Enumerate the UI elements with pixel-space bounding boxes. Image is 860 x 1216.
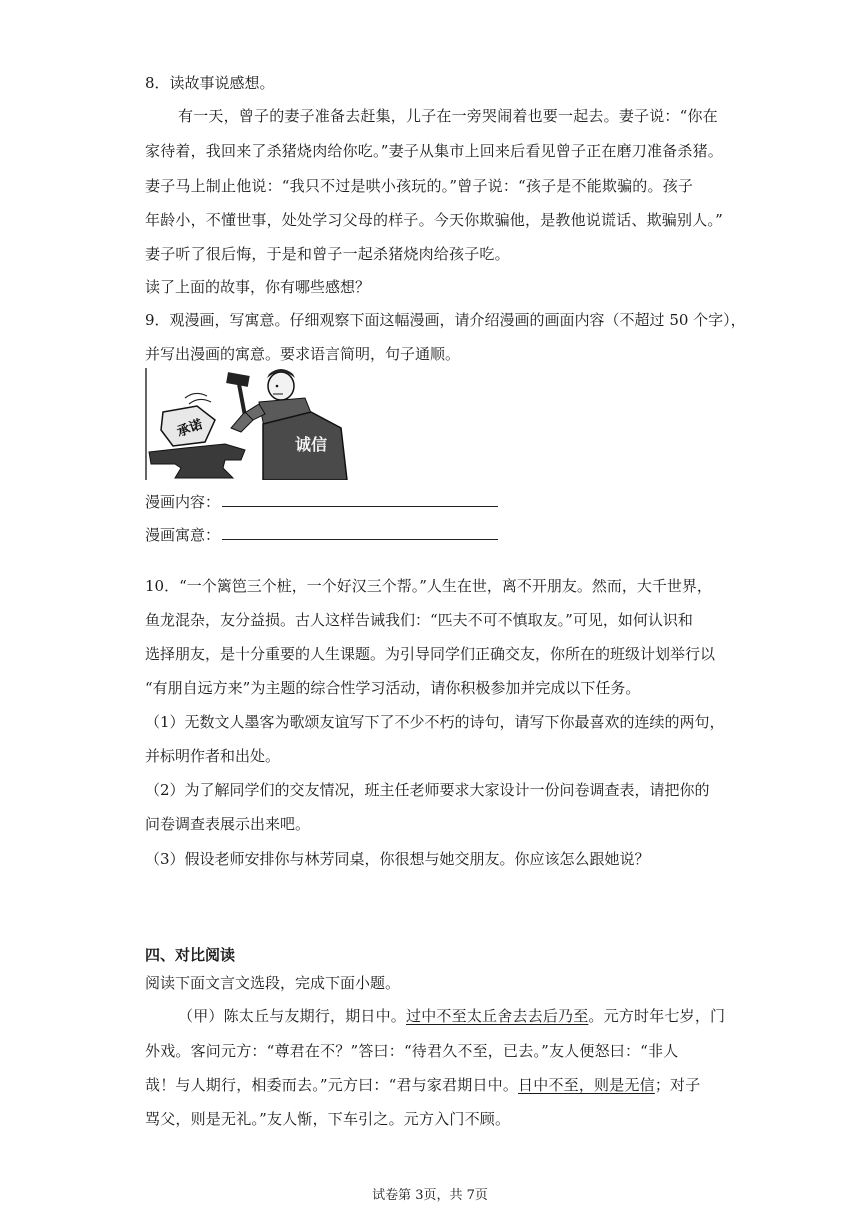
q10-sub2-line-2: 问卷调查表展示出来吧。: [145, 815, 311, 833]
passage-1-b: 。元方时年七岁，门: [588, 1007, 726, 1025]
q8-title: 8．读故事说感想。: [145, 74, 275, 92]
q10-line-1: 10．“一个篱笆三个桩，一个好汉三个帮。”人生在世，离不开朋友。然而，大千世界，: [145, 577, 712, 595]
q10-sub2-line-1: （2）为了解同学们的交友情况，班主任老师要求大家设计一份问卷调查表，请把你的: [145, 781, 710, 799]
passage-underlined-sentence-2: 日中不至，则是无信: [518, 1076, 655, 1094]
q8-story-line-3: 妻子马上制止他说：“我只不过是哄小孩玩的。”曾子说：“孩子是不能欺骗的。孩子: [145, 177, 694, 195]
passage-3-a: 哉！与人期行，相委而去。”元方曰：“君与家君期日中。: [145, 1076, 519, 1094]
q9-line-1: 9．观漫画，写寓意。仔细观察下面这幅漫画，请介绍漫画的画面内容（不超过 50 个字），: [145, 311, 746, 329]
q9-meaning-blank[interactable]: [222, 525, 498, 540]
q9-content-blank[interactable]: [222, 492, 498, 507]
q10-line-2: 鱼龙混杂，友分益损。古人这样告诫我们：“匹夫不可不慎取友。”可见，如何认识和: [145, 611, 693, 629]
passage-1-a: （甲）陈太丘与友期行，期日中。: [178, 1007, 407, 1025]
passage-line-1: [178, 1006, 725, 1026]
q8-story-line-5: 妻子听了很后悔，于是和曾子一起杀猪烧肉给孩子吃。: [145, 245, 510, 263]
section-heading: 四、对比阅读: [145, 946, 236, 964]
q10-sub1-line-1: （1）无数文人墨客为歌颂友谊写下了不少不朽的诗句，请写下你最喜欢的连续的两句，: [145, 713, 725, 731]
passage-line-4: 骂父，则是无礼。”友人惭，下车引之。元方入门不顾。: [145, 1110, 511, 1128]
q8-prompt: 读了上面的故事，你有哪些感想？: [145, 278, 371, 296]
q10-sub1-line-2: 并标明作者和出处。: [145, 747, 281, 765]
passage-line-2: 外戏。客问元方：“尊君在不？”答曰：“待君久不至，已去。”友人便怒曰：“非人: [145, 1042, 679, 1060]
comic-label-integrity: 诚信: [295, 435, 328, 454]
q8-story-line-4: 年龄小，不懂世事，处处学习父母的样子。今天你欺骗他，是教他说谎话、欺骗别人。”: [145, 211, 723, 229]
q9-meaning-answer-line: [145, 525, 498, 545]
q9-content-label: 漫画内容：: [145, 493, 221, 511]
passage-underlined-sentence-1: 过中不至太丘舍去去后乃至: [406, 1007, 589, 1025]
q10-line-3: 选择朋友，是十分重要的人生课题。为引导同学们正确交友，你所在的班级计划举行以: [145, 645, 716, 663]
comic-label-promise: 承诺: [175, 417, 205, 441]
q10-sub3: （3）假设老师安排你与林芳同桌，你很想与她交朋友。你应该怎么跟她说？: [145, 850, 650, 868]
q10-line-4: “有朋自远方来”为主题的综合性学习活动，请你积极参加并完成以下任务。: [145, 679, 641, 697]
page-footer: 试卷第 3页，共 7页: [372, 1188, 488, 1203]
q9-meaning-label: 漫画寓意：: [145, 526, 221, 544]
q8-story-line-1: 有一天，曾子的妻子准备去赶集，儿子在一旁哭闹着也要一起去。妻子说：“你在: [178, 107, 718, 125]
q9-line-2: 并写出漫画的寓意。要求语言简明，句子通顺。: [145, 345, 461, 363]
q8-story-line-2: 家待着，我回来了杀猪烧肉给你吃。”妻子从集市上回来后看见曾子正在磨刀准备杀猪。: [145, 142, 723, 160]
passage-3-b: ；对子: [654, 1076, 701, 1094]
q9-content-answer-line: [145, 492, 498, 512]
section-instruction: 阅读下面文言文选段，完成下面小题。: [145, 974, 401, 992]
passage-line-3: [145, 1075, 700, 1095]
comic-image: [145, 368, 348, 480]
